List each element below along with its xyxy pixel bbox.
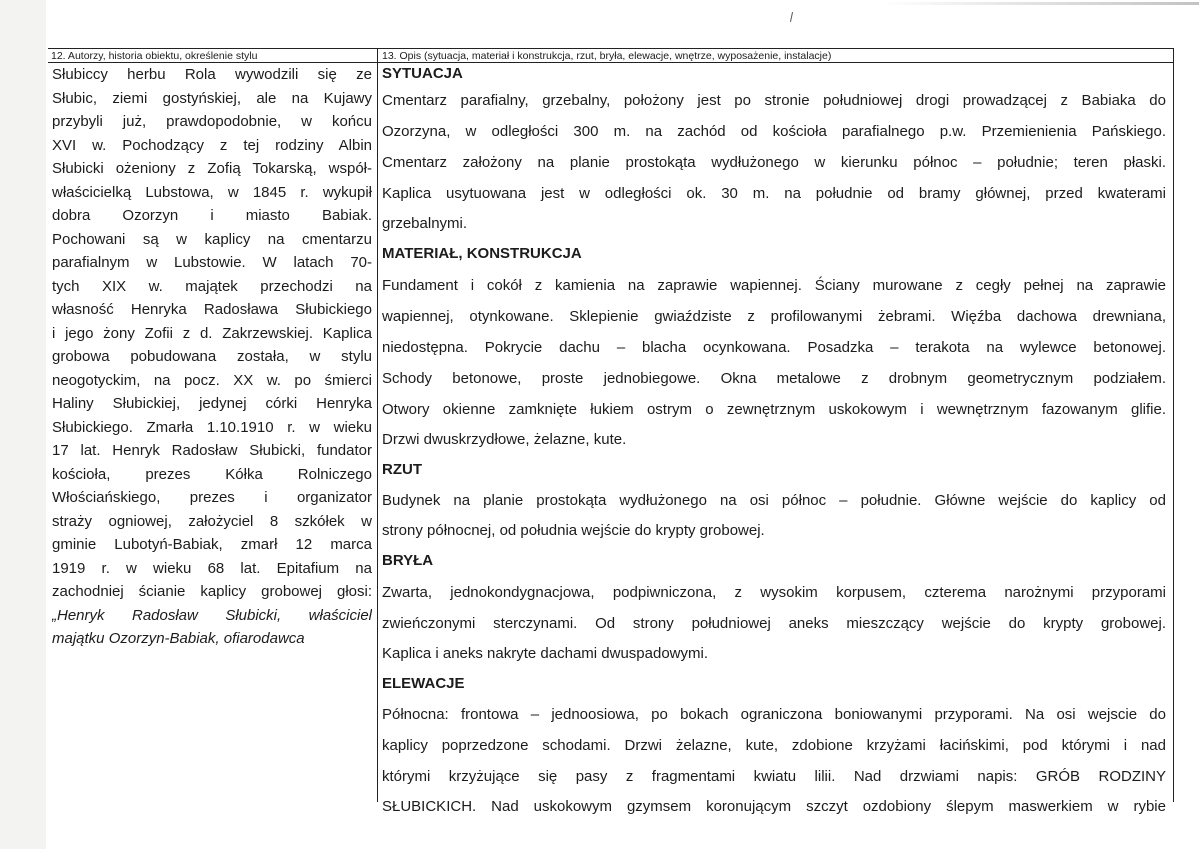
section-heading: RZUT — [382, 460, 422, 478]
description-line: Drzwi dwuskrzydłowe, żelazne, kute. — [382, 430, 627, 448]
history-line: kościoła, prezes Kółka Rolniczego — [52, 465, 372, 483]
description-line: Północna: frontowa – jednoosiowa, po bokach ograniczona boniowanymi przyporami. Na osi wejscie do — [382, 706, 1166, 723]
description-line: niedostępna. Pokrycie dachu – blacha ocynkowana. Posadzka – terakota na wylewce betonowej. — [382, 338, 1166, 356]
history-line: Haliny Słubickiej, jedynej córki Henryka — [52, 395, 372, 412]
history-line: Słubickiego. Zmarła 1.10.1910 r. w wieku — [52, 418, 372, 436]
history-line: straży ogniowej, założyciel 8 szkółek w — [52, 512, 372, 530]
column-divider — [377, 48, 378, 802]
history-line: majątku Ozorzyn-Babiak, ofiarodawca — [52, 630, 305, 647]
description-line: strony północnej, od południa wejście do krypty grobowej. — [382, 522, 765, 539]
history-line: 17 lat. Henryk Radosław Słubicki, fundator — [52, 442, 372, 459]
history-line: Słubiccy herbu Rola wywodzili się ze — [52, 66, 372, 83]
history-line: zachodniej ścianie kaplicy grobowej głosi: — [52, 583, 372, 600]
history-line: Słubicki ożeniony z Zofią Tokarską, współ- — [52, 160, 372, 177]
description-line: Cmentarz założony na planie prostokąta wydłużonego w kierunku północ – południe; teren płaski. — [382, 154, 1166, 171]
history-line: gminie Lubotyń-Babiak, zmarł 12 marca — [52, 536, 372, 553]
description-line: Kaplica i aneks nakryte dachami dwuspadowymi. — [382, 644, 708, 662]
description-line: grzebalnymi. — [382, 215, 468, 232]
history-line: przybyli już, prawdopodobnie, w końcu — [52, 113, 372, 130]
description-line: Ozorzyna, w odległości 300 m. na zachód od kościoła parafialnego p.w. Przemienienia Pańskiego. — [382, 123, 1166, 140]
history-line: właścicielką Lubstowa, w 1845 r. wykupił — [52, 183, 372, 201]
history-line: neogotyckim, na pocz. XX w. po śmierci — [52, 371, 372, 389]
description-line: wapiennej, otynkowane. Sklepienie gwiaździste z profilowanymi żebrami. Więźba dachowa drewniana, — [382, 307, 1166, 325]
section-heading: SYTUACJA — [382, 65, 463, 82]
history-line: dobra Ozorzyn i miasto Babiak. — [52, 207, 372, 224]
description-text — [382, 63, 1166, 822]
history-line: i jego żony Zofii z d. Zakrzewskiej. Kaplica — [52, 324, 372, 342]
section-heading: BRYŁA — [382, 552, 434, 569]
history-line: parafialnym w Lubstowie. W latach 70- — [52, 254, 372, 271]
section-heading: MATERIAŁ, KONSTRUKCJA — [382, 245, 582, 262]
history-text — [52, 63, 372, 651]
history-line: własność Henryka Radosława Słubickiego — [52, 301, 372, 318]
section-heading: ELEWACJE — [382, 674, 465, 692]
history-line: Pochowani są w kaplicy na cmentarzu — [52, 230, 372, 248]
history-line: „Henryk Radosław Słubicki, właściciel — [52, 606, 372, 624]
history-line: 1919 r. w wieku 68 lat. Epitafium na — [52, 559, 372, 577]
description-line: Budynek na planie prostokąta wydłużonego na osi północ – południe. Główne wejście do kaplicy od — [382, 492, 1166, 509]
description-line: SŁUBICKICH. Nad uskokowym gzymsem koronującym szczyt ozdobiony ślepym maswerkiem w rybie — [382, 798, 1166, 815]
right-column-header: 13. Opis (sytuacja, materiał i konstrukcja, rzut, bryła, elewacje, wnętrze, wyposażenie, instalacje) — [382, 50, 832, 62]
history-line: tych XIX w. majątek przechodzi na — [52, 277, 372, 295]
description-line: Otwory okienne zamknięte łukiem ostrym o zewnętrznym uskokowym i wewnętrznym fazowanym glifie. — [382, 400, 1166, 418]
description-line: Zwarta, jednokondygnacjowa, podpiwniczona, z wysokim korpusem, czterema narożnymi przyporami — [382, 583, 1166, 601]
history-line: XVI w. Pochodzący z tej rodziny Albin — [52, 136, 372, 154]
description-line: którymi krzyżujące się pasy z fragmentami kwiatu lilii. Nad drzwiami napis: GRÓB RODZINY — [382, 768, 1166, 785]
history-line: Włościańskiego, prezes i organizator — [52, 489, 372, 506]
history-line: grobowa pobudowana została, w stylu — [52, 348, 372, 365]
description-line: Schody betonowe, proste jednobiegowe. Okna metalowe z drobnym geometrycznym podziałem. — [382, 369, 1166, 387]
description-line: kaplicy poprzedzone schodami. Drzwi żelazne, kute, zdobione krzyżami łacińskimi, pod którymi i nad — [382, 737, 1166, 754]
history-line: Słubic, ziemi gostyńskiej, ale na Kujawy — [52, 89, 372, 107]
description-line: Cmentarz parafialny, grzebalny, położony jest po stronie południowej drogi prowadzącej z Babiaka do — [382, 92, 1166, 109]
scan-edge-artifact — [880, 2, 1199, 5]
description-line: zwieńczonymi sterczynami. Od strony południowej aneks mieszczący wejście do krypty grobowej. — [382, 614, 1166, 632]
description-line: Kaplica usytuowana jest w odległości ok. 30 m. na południe od bramy głównej, przed kwaterami — [382, 185, 1166, 202]
left-column-header: 12. Autorzy, historia obiektu, określenie stylu — [51, 50, 258, 62]
description-line: Fundament i cokół z kamienia na zaprawie wapiennej. Ściany murowane z cegły pełnej na zaprawie — [382, 276, 1166, 294]
